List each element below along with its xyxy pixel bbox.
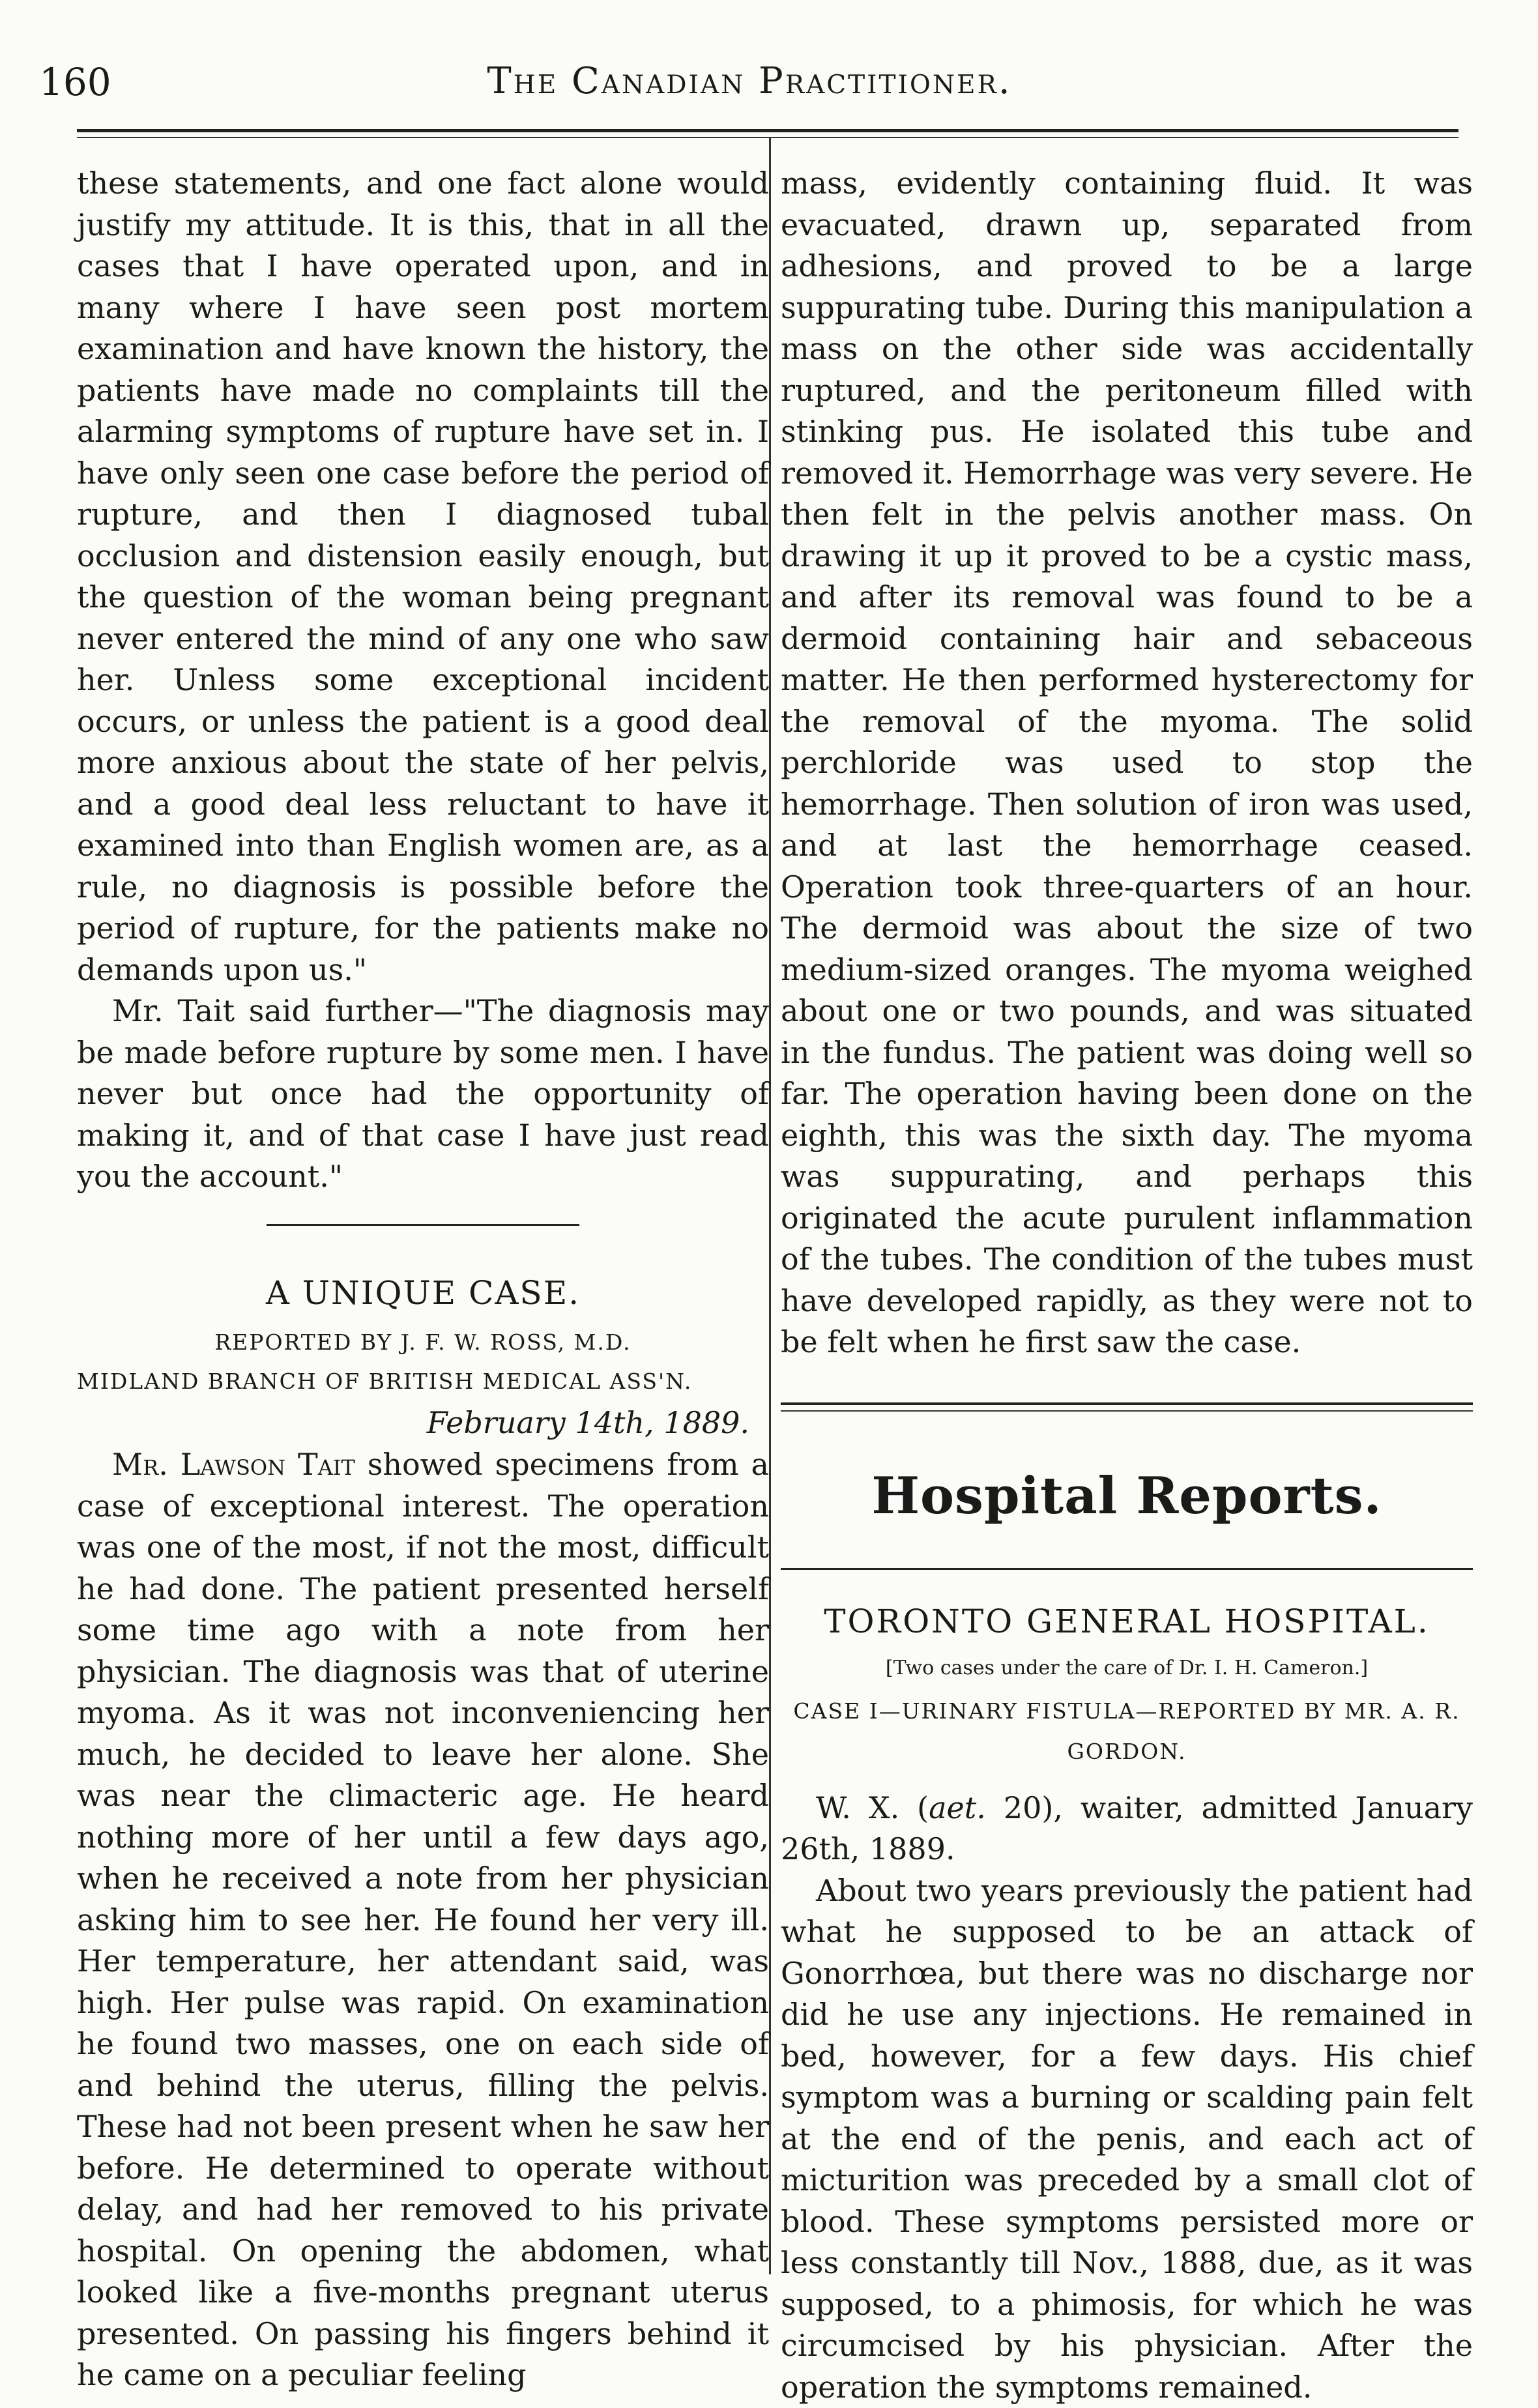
case-para1-start: W. X. ( xyxy=(816,1790,929,1825)
case-title: CASE I—URINARY FISTULA—REPORTED BY MR. A. R. GORDON. xyxy=(781,1691,1473,1772)
section-rule-thick xyxy=(781,1402,1473,1405)
case-paragraph-2: About two years previously the patient had what he supposed to be an attack of Gonorrhœa, but there was no discharge nor did he use any injections. He remained in bed, however, for a few days. His chief symptom was a burning or scalding pain felt at the end of the penis, and each act of micturition was preceded by a small clot of blood. These symptoms persisted more or less constantly till Nov., 1888, due, as it was supposed, to a phimosis, for which he was circumcised by his physician. After the operation the symptoms remained. xyxy=(781,1870,1473,2408)
left-column xyxy=(77,163,769,2396)
case-body-text: showed specimens from a case of exceptional interest. The operation was one of the most, if not the most, difficult he had done. The patient presented herself some time ago with a note from her physician. The diagnosis was that of uterine myoma. As it was not inconveniencing her much, he decided to leave her alone. She was near the climacteric age. He heard nothing more of her until a few days ago, when he received a note from her physician asking him to see her. He found her very ill. Her temperature, her attendant said, was high. Her pulse was rapid. On examination he found two masses, one on each side of and behind the uterus, filling the pelvis. These had not been present when he saw her before. He determined to operate without delay, and had her removed to his private hospital. On opening the abdomen, what looked like a five-months pregnant uterus presented. On passing his fingers behind it he came on a peculiar feeling xyxy=(77,1447,769,2392)
case-para1-aet: aet. xyxy=(929,1790,986,1825)
page-header xyxy=(39,40,1460,112)
report-date: February 14th, 1889. xyxy=(77,1401,769,1444)
column-divider xyxy=(769,137,771,2274)
left-paragraph-1: these statements, and one fact alone would justify my attitude. It is this, that in all the cases that I have operated upon, and in many where I have seen post mortem examination and have known the history, the patients have made no complaints till the alarming symptoms of rupture have set in. I have only seen one case before the period of rupture, and then I diagnosed tubal occlusion and distension easily enough, but the question of the woman being pregnant never entered the mind of any one who saw her. Unless some exceptional incident occurs, or unless the patient is a good deal more anxious about the state of her pelvis, and a good deal less reluctant to have it examined into than English women are, as a rule, no diagnosis is possible before the period of rupture, for the patients make no demands upon us." xyxy=(77,163,769,991)
case-body xyxy=(77,1444,769,2396)
reported-by: REPORTED BY J. F. W. ROSS, M.D. xyxy=(77,1323,769,1362)
right-column xyxy=(781,163,1473,2408)
page-number: 160 xyxy=(39,60,111,104)
case-paragraph-1 xyxy=(781,1788,1473,1870)
header-rule-thick xyxy=(77,129,1458,132)
cases-note: [Two cases under the care of Dr. I. H. Cameron.] xyxy=(781,1652,1473,1685)
journal-title: The Canadian Practitioner. xyxy=(39,60,1460,102)
case-body-lead: Mr. Lawson Tait xyxy=(112,1447,355,1482)
hospital-rule xyxy=(781,1568,1473,1570)
section-title: A UNIQUE CASE. xyxy=(77,1273,769,1314)
section-separator xyxy=(267,1224,579,1226)
case-para1-end: 20), waiter, admitted January 26th, 1889. xyxy=(781,1790,1473,1867)
right-continuation: mass, evidently containing fluid. It was evacuated, drawn up, separated from adhesions, and proved to be a large suppurating tube. During this manipulation a mass on the other side was accidentally ruptured, and the peritoneum filled with stinking pus. He isolated this tube and removed it. Hemorrhage was very severe. He then felt in the pelvis another mass. On drawing it up it proved to be a cystic mass, and after its removal was found to be a dermoid containing hair and sebaceous matter. He then performed hysterectomy for the removal of the myoma. The solid perchloride was used to stop the hemorrhage. Then solution of iron was used, and at last the hemorrhage ceased. Operation took three-quarters of an hour. The dermoid was about the size of two medium-sized oranges. The myoma weighed about one or two pounds, and was situated in the fundus. The patient was doing well so far. The operation having been done on the eighth, this was the sixth day. The myoma was suppurating, and perhaps this originated the acute purulent inflammation of the tubes. The condition of the tubes must have developed rapidly, as they were not to be felt when he first saw the case. xyxy=(781,163,1473,1363)
section-rule-thin xyxy=(781,1410,1473,1412)
header-rule-thin xyxy=(77,137,1458,138)
branch-line: MIDLAND BRANCH OF BRITISH MEDICAL ASS'N. xyxy=(77,1362,769,1401)
hospital-reports-title: Hospital Reports. xyxy=(781,1464,1473,1529)
left-paragraph-2: Mr. Tait said further—"The diagnosis may be made before rupture by some men. I have never but once had the opportunity of making it, and of that case I have just read you the account." xyxy=(77,991,769,1198)
hospital-name: TORONTO GENERAL HOSPITAL. xyxy=(781,1599,1473,1644)
